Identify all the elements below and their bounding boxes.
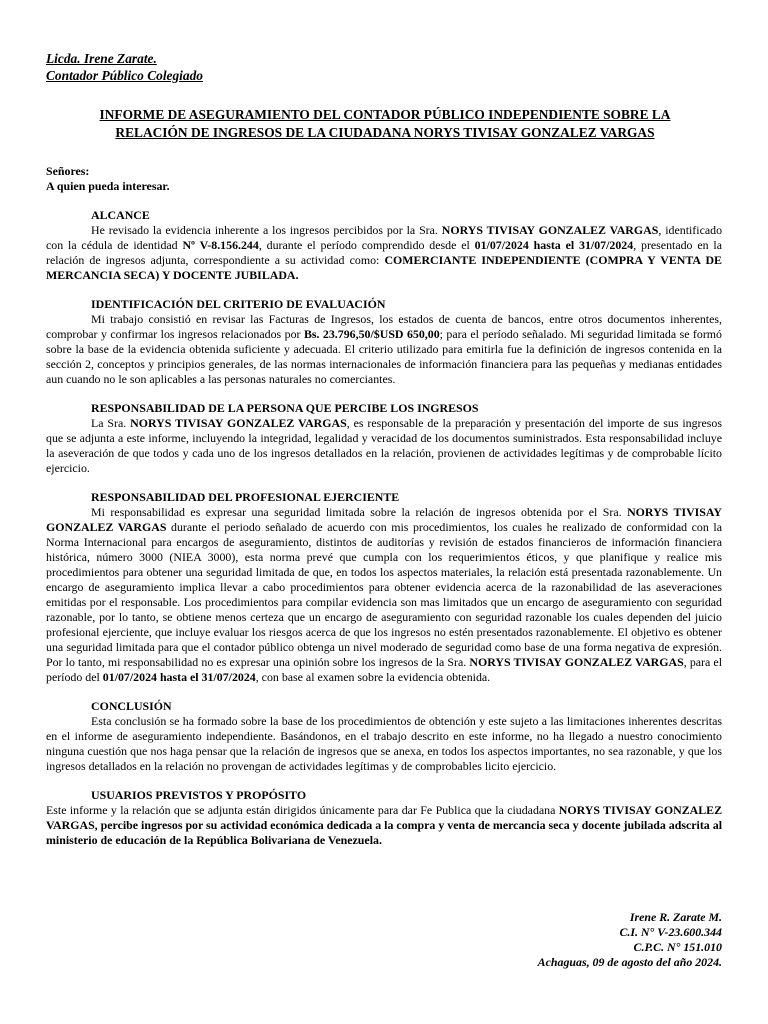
section-heading-responsabilidad-persona: RESPONSABILIDAD DE LA PERSONA QUE PERCIBE LOS INGRESOS: [91, 401, 479, 415]
signature-place-date: Achaguas, 09 de agosto del año 2024.: [537, 955, 722, 969]
author-block: [46, 50, 203, 84]
alcance-period: 01/07/2024 hasta el 31/07/2024: [474, 238, 634, 252]
signature-cpc: C.P.C. N° 151.010: [633, 940, 722, 954]
conclusion-text-1: Esta conclusión se ha formado sobre la base de los procedimientos de obtención y este sujeto a las limitaciones inherentes descritas en el informe de aseguramiento independiente. Basándonos, en el trabajo descrito en este informe, no ha llegado a nuestro conocimiento ninguna cuestión que nos haga pensar que la relación de ingresos que se anexa, en todos los aspectos importantes, no sea razonable, y que los ingresos detallados en la relación no provengan de actividades legítimas y de comprobables licito ejercicio.: [46, 714, 722, 773]
signature-name: Irene R. Zarate M.: [629, 910, 722, 924]
alcance-text-3: , durante el período comprendido desde el: [258, 238, 475, 252]
signature-block: [538, 910, 722, 970]
author-role: Contador Público Colegiado: [46, 68, 203, 83]
section-heading-criterio: IDENTIFICACIÓN DEL CRITERIO DE EVALUACIÓN: [91, 297, 386, 311]
section-text-responsabilidad-persona: [46, 416, 722, 476]
responsabilidad-profesional-text-4: , con base al examen sobre la evidencia obtenida.: [255, 670, 491, 684]
section-text-alcance: [46, 223, 722, 283]
section-heading-usuarios: USUARIOS PREVISTOS Y PROPÓSITO: [91, 788, 307, 802]
responsabilidad-profesional-period: 01/07/2024 hasta el 31/07/2024: [102, 670, 256, 684]
responsabilidad-profesional-client-name: NORYS TIVISAY GONZALEZ VARGAS: [46, 505, 722, 534]
author-name: Licda. Irene Zarate.: [46, 51, 157, 66]
salutation-line-1: Señores:: [46, 164, 90, 178]
alcance-client-name: NORYS TIVISAY GONZALEZ VARGAS: [441, 223, 659, 237]
alcance-id-number: Nº V-8.156.244: [182, 238, 259, 252]
criterio-amount: Bs. 23.796,50/$USD 650,00: [303, 327, 440, 341]
responsabilidad-profesional-text-3: , para el período del: [46, 655, 722, 684]
section-heading-alcance: ALCANCE: [91, 208, 150, 222]
alcance-activity: COMERCIANTE INDEPENDIENTE (COMPRA Y VENTA DE MERCANCIA SECA) Y DOCENTE JUBILADA.: [46, 253, 722, 282]
alcance-text-1: He revisado la evidencia inherente a los ingresos percibidos por la Sra.: [91, 223, 442, 237]
alcance-text-4: , presentado en la relación de ingresos adjunta, correspondiente a su actividad como:: [46, 238, 722, 267]
section-heading-conclusion: CONCLUSIÓN: [91, 699, 172, 713]
section-heading-responsabilidad-profesional: RESPONSABILIDAD DEL PROFESIONAL EJERCIENTE: [91, 490, 400, 504]
section-text-criterio: [46, 312, 722, 387]
criterio-text-1: Mi trabajo consistió en revisar las Facturas de Ingresos, los estados de cuenta de bancos, entre otros documentos inherentes, comprobar y confirmar los ingresos relacionados por: [46, 312, 722, 341]
responsabilidad-persona-text-2: , es responsable de la preparación y presentación del importe de sus ingresos que se adjunta a este informe, incluyendo la integridad, legalidad y veracidad de los documentos suministrados. Esta responsabilidad incluye la aseveración de que todos y cada uno de los ingresos detallados en la relación, provienen de actividades legítimas y de comprobable lícito ejercicio.: [46, 416, 722, 475]
responsabilidad-persona-client-name: NORYS TIVISAY GONZALEZ VARGAS: [130, 416, 347, 430]
signature-ci: C.I. N° V-23.600.344: [619, 925, 722, 939]
section-text-usuarios: [46, 803, 722, 848]
responsabilidad-profesional-text-1: Mi responsabilidad es expresar una seguridad limitada sobre la relación de ingresos obtenida por el Sra.: [91, 505, 628, 519]
report-title: [46, 106, 724, 142]
report-body: [46, 208, 722, 862]
responsabilidad-persona-text-1: La Sra.: [91, 416, 131, 430]
report-title-line-1: INFORME DE ASEGURAMIENTO DEL CONTADOR PÚBLICO INDEPENDIENTE SOBRE LA: [99, 107, 671, 122]
responsabilidad-profesional-text-2: durante el periodo señalado de acuerdo con mis procedimientos, los cuales he realizado de conformidad con la Norma Internacional para encargos de aseguramiento, distintos de auditorías y revisión de estados financieros de información financiera histórica, número 3000 (NIEA 3000), esta norma prevé que cumpla con los requerimientos éticos, y que planifique y realice mis procedimientos para obtener una seguridad limitada de que, en todos los aspectos materiales, la relación está presentada razonablemente. Un encargo de aseguramiento implica llevar a cabo procedimientos para obtener evidencia acerca de la razonabilidad de las aseveraciones emitidas por el responsable. Los procedimientos para compilar evidencia son mas limitados que un encargo de aseguramiento con seguridad razonable, por lo tanto, se obtiene menos certeza que un encargo de aseguramiento con seguridad razonable los cuales dependen del juicio profesional ejerciente, que incluye evaluar los riesgos acerca de que los ingresos no estén presentados razonablemente. El objetivo es obtener una seguridad limitada para que el contador público obtenga un nivel moderado de seguridad como base de una forma negativa de expresión. Por lo tanto, mi responsabilidad no es expresar una opinión sobre los ingresos de la Sra.: [46, 520, 722, 669]
usuarios-client-activity: NORYS TIVISAY GONZALEZ VARGAS, percibe ingresos por su actividad económica dedicada a la compra y venta de mercancia seca y docente jubilada adscrita al ministerio de educación de la República Bolivariana de Venezuela.: [46, 803, 723, 847]
responsabilidad-profesional-client-name-2: NORYS TIVISAY GONZALEZ VARGAS: [469, 655, 684, 669]
report-title-line-2: RELACIÓN DE INGRESOS DE LA CIUDADANA NORYS TIVISAY GONZALEZ VARGAS: [115, 125, 655, 140]
alcance-text-2: , identificado con la cédula de identidad: [46, 223, 723, 252]
section-text-conclusion: [46, 714, 722, 774]
usuarios-text-1: Este informe y la relación que se adjunta están dirigidos únicamente para dar Fe Publica que la ciudadana: [46, 803, 559, 817]
salutation-line-2: A quien pueda interesar.: [46, 179, 170, 193]
salutation: [46, 164, 170, 194]
criterio-text-2: ; para el período señalado. Mi seguridad limitada se formó sobre la base de la evidencia obtenida suficiente y adecuada. El criterio utilizado para emitirla fue la definición de ingresos contenida en la sección 2, conceptos y principios generales, de las normas internacionales de información financiera para las pequeñas y medianas entidades aun cuando no le son aplicables a las personas naturales no comerciantes.: [46, 327, 722, 386]
section-text-responsabilidad-profesional: [46, 505, 722, 685]
